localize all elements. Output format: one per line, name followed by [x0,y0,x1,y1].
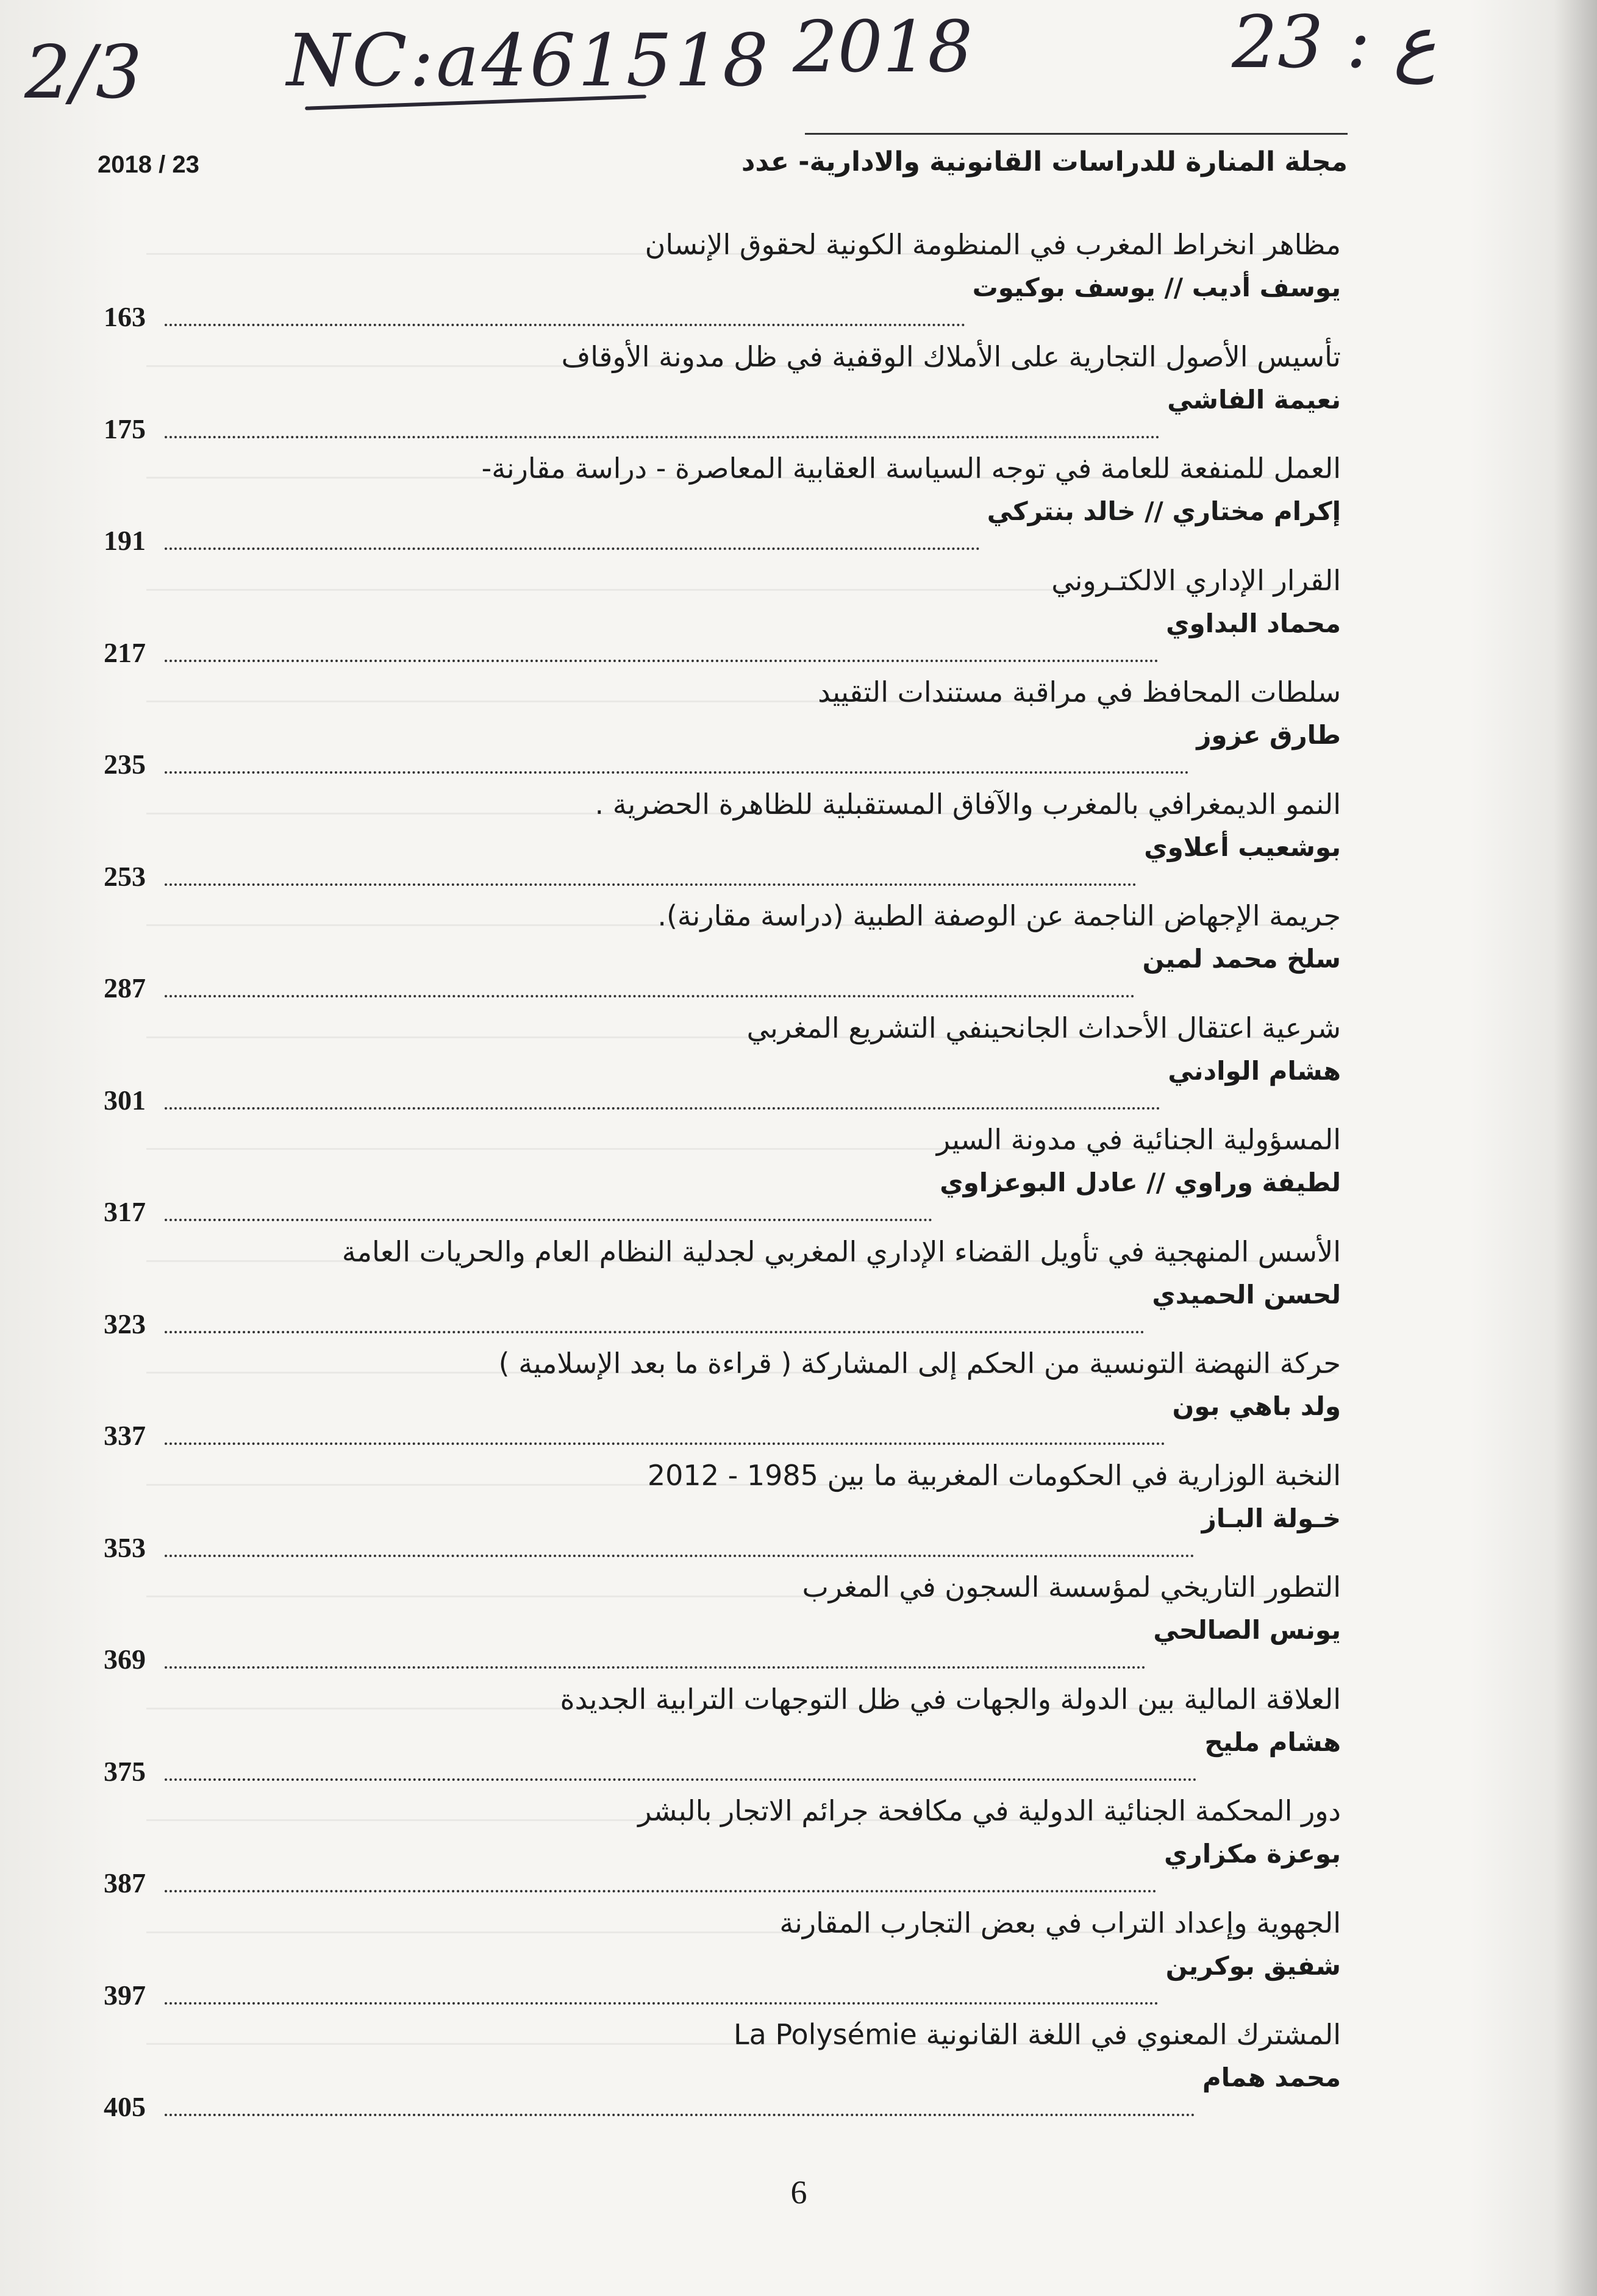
toc-entry-author-row [182,2062,1341,2099]
toc-entry-author: بوعزة مكزاري [1164,1839,1341,1869]
toc-entry-page-number: 353 [104,1531,146,1563]
show-through-line [146,1036,1335,1038]
toc-dot-leader [165,769,1189,774]
toc-entry-author-row [182,496,1341,533]
toc-entry-author-row [182,1503,1341,1540]
toc-dot-leader [165,1216,932,1221]
toc-dot-leader [165,2000,1159,2005]
toc-entry-page-number: 387 [104,1867,146,1898]
toc-entry-author: ولد باهي بون [1172,1391,1341,1421]
toc-dot-leader [165,1776,1197,1781]
toc-entry-title: دور المحكمة الجنائية الدولية في مكافحة جرائم الاتجار بالبشر [638,1794,1341,1827]
toc-entry-title: حركة النهضة التونسية من الحكم إلى المشاركة ( قراءة ما بعد الإسلامية ) [498,1347,1341,1380]
toc-entry-author-row [182,1168,1341,1204]
show-through-line [146,1595,1335,1597]
toc-entry-author: يونس الصالحي [1153,1615,1341,1645]
handwritten-call-number: NC:a461518 [287,18,771,102]
toc-entry-title: العمل للمنفعة للعامة في توجه السياسة العقابية المعاصرة - دراسة مقارنة- [481,452,1341,485]
toc-entry-author: سلخ محمد لمين [1142,944,1341,974]
toc-entry-author: محماد البداوي [1166,608,1341,638]
toc-entry-author-row [182,1391,1341,1428]
toc-entry-page-number: 287 [104,972,146,1004]
toc-entry-author: طارق عزوز [1196,720,1341,750]
toc-entry-title: النخبة الوزارية في الحكومات المغربية ما بين 1985 - 2012 [647,1458,1341,1492]
handwritten-year: 2018 [793,6,973,88]
show-through-line [146,1931,1335,1933]
toc-entry-title: تأسيس الأصول التجارية على الأملاك الوقفية في ظل مدونة الأوقاف [561,340,1341,373]
toc-entry-page-number: 405 [104,2091,146,2122]
show-through-line [146,1372,1335,1374]
toc-entry-author: هشام مليح [1204,1727,1341,1757]
toc-entry-page-number: 235 [104,749,146,780]
toc-entry-author: خـولة البـاز [1201,1503,1341,1533]
toc-dot-leader [165,881,1137,886]
toc-dot-leader [165,1664,1146,1669]
toc-entry-author: يوسف أديب // يوسف بوكيوت [972,273,1341,302]
toc-entry-author-row [182,608,1341,645]
toc-entry-author-row [182,1951,1341,1988]
toc-entry-title: المسؤولية الجنائية في مدونة السير [936,1123,1341,1156]
handwritten-fraction: 2/3 [24,30,143,115]
toc-entry-title: المشترك المعنوي في اللغة القانونية La Polysémie [734,2018,1341,2051]
show-through-line [146,701,1335,702]
toc-dot-leader [165,1888,1157,1892]
toc-dot-leader [165,1105,1160,1110]
show-through-line [146,1819,1335,1821]
show-through-line [146,813,1335,815]
toc-entry-author-row [182,1056,1341,1093]
toc-entry-title: شرعية اعتقال الأحداث الجانحينفي التشريع المغربي [746,1011,1341,1044]
show-through-line [146,1260,1335,1262]
toc-entry-page-number: 217 [104,636,146,668]
toc-entry-page-number: 175 [104,413,146,444]
toc-entry-title: جريمة الإجهاض الناجمة عن الوصفة الطبية (دراسة مقارنة). [657,899,1341,932]
issue-and-year: 2018 / 23 [98,151,199,178]
toc-entry-author: شفيق بوكرين [1165,1950,1341,1981]
toc-dot-leader [165,545,980,550]
toc-entry-author-row [182,720,1341,757]
page-number: 6 [790,2174,807,2211]
toc-entry-author-row [182,944,1341,980]
toc-entry-author: هشام الوادني [1168,1055,1341,1086]
toc-entry-title: سلطات المحافظ في مراقبة مستندات التقييد [818,676,1341,708]
show-through-line [146,924,1335,926]
toc-entry-page-number: 337 [104,1420,146,1451]
toc-dot-leader [165,657,1159,662]
toc-entry-page-number: 397 [104,1979,146,2011]
toc-entry-title: القرار الإداري الالكتـروني [1051,563,1341,597]
show-through-line [146,477,1335,479]
toc-entry-page-number: 323 [104,1308,146,1339]
toc-entry-author: بوشعيب أعلاوي [1144,832,1341,862]
toc-entry-author-row [182,832,1341,869]
toc-dot-leader [165,433,1160,438]
toc-entry-page-number: 301 [104,1084,146,1116]
toc-dot-leader [165,2111,1195,2116]
toc-entry-page-number: 317 [104,1196,146,1227]
toc-entry-title: العلاقة المالية بين الدولة والجهات في ظل التوجهات الترابية الجديدة [560,1682,1341,1716]
toc-entry-author-row [182,1727,1341,1764]
toc-dot-leader [165,1328,1145,1333]
toc-entry-author-row [182,385,1341,421]
toc-dot-leader [165,993,1135,997]
show-through-line [146,365,1335,367]
toc-dot-leader [165,1440,1165,1445]
toc-entry-author: لطيفة وراوي // عادل البوعزاوي [940,1168,1341,1197]
toc-entry-page-number: 253 [104,860,146,892]
toc-entry-author-row [182,1280,1341,1316]
toc-entry-title: الأسس المنهجية في تأويل القضاء الإداري المغربي لجدلية النظام العام والحريات العامة [341,1235,1341,1268]
toc-entry-title: النمو الديمغرافي بالمغرب والآفاق المستقبلية للظاهرة الحضرية . [595,787,1341,821]
show-through-line [146,253,1335,255]
toc-entry-author: نعيمة الفاشي [1167,384,1341,415]
toc-entry-title: الجهوية وإعداد التراب في بعض التجارب المقارنة [779,1906,1341,1939]
toc-entry-page-number: 375 [104,1755,146,1787]
toc-entry-page-number: 369 [104,1644,146,1675]
toc-entry-author: محمد همام [1202,2062,1341,2092]
toc-dot-leader [165,321,965,326]
show-through-line [146,1148,1335,1150]
toc-entry-page-number: 191 [104,525,146,556]
show-through-line [146,1708,1335,1710]
toc-entry-title: التطور التاريخي لمؤسسة السجون في المغرب [802,1570,1341,1603]
show-through-line [146,2043,1335,2045]
toc-entry-author-row [182,273,1341,309]
toc-entry-page-number: 163 [104,301,146,332]
show-through-line [146,589,1335,591]
toc-dot-leader [165,1552,1195,1557]
handwritten-issue: 23 : ع [1232,0,1437,84]
toc-entry-author-row [182,1615,1341,1652]
journal-title: مجلة المنارة للدراسات القانونية والادارية- عدد [741,146,1348,177]
toc-entry-title: مظاهر انخراط المغرب في المنظومة الكونية لحقوق الإنسان [645,228,1341,261]
toc-entry-author: إكرام مختاري // خالد بنتركي [987,496,1341,526]
toc-entry-author-row [182,1839,1341,1875]
toc-entry-author: لحسن الحميدي [1152,1279,1341,1310]
show-through-line [146,1484,1335,1486]
